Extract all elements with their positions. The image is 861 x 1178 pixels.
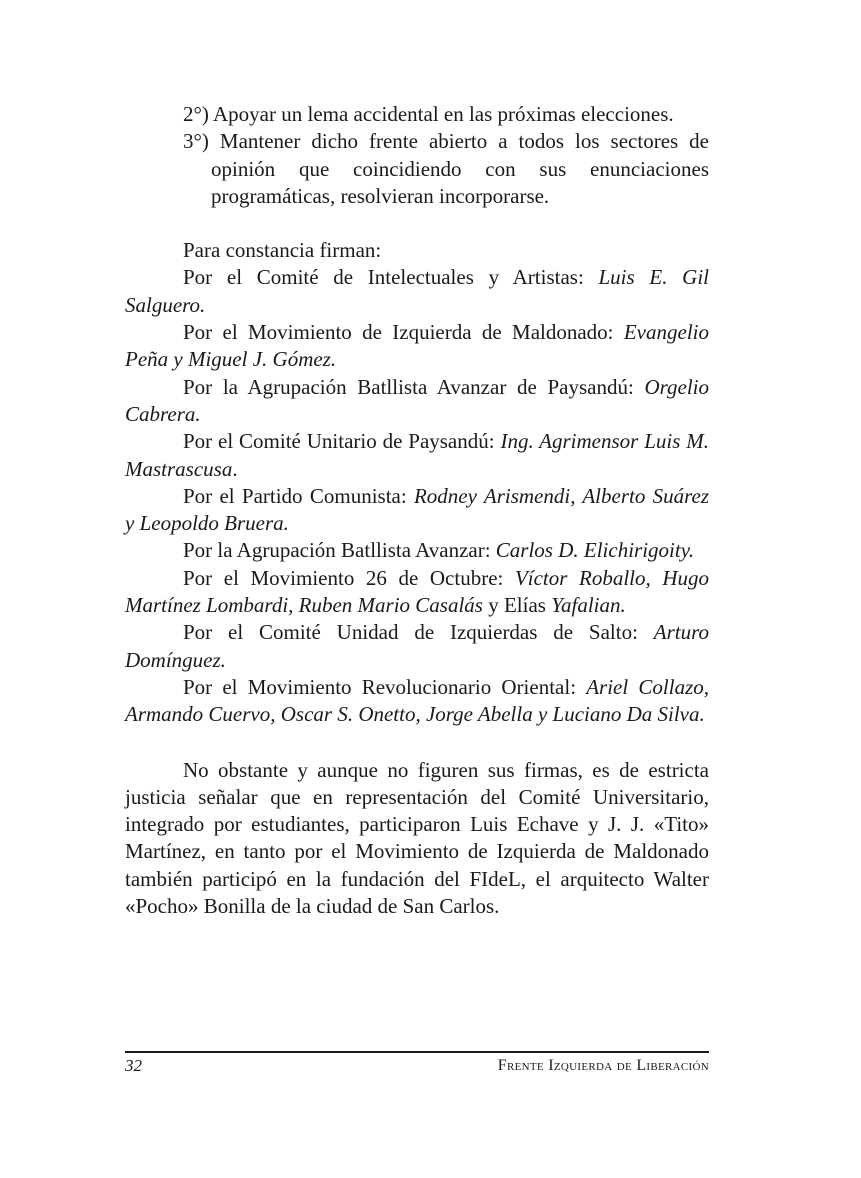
page-number: 32 — [125, 1056, 142, 1075]
footer-rule — [125, 1051, 709, 1053]
list-item: 2°) Apoyar un lema accidental en las próximas elecciones. — [183, 102, 674, 126]
running-head: Frente Izquierda de Liberación — [497, 1057, 709, 1074]
body-text — [125, 101, 709, 920]
signatory-entry: Por el Partido Comunista: Rodney Arismendi, Alberto Suárez y Leopoldo Bruera. — [125, 483, 710, 536]
signatory-entry: Por el Movimiento 26 de Octubre: Víctor Roballo, Hugo Martínez Lombardi, Ruben Mario Casalás y Elías Yafalian. — [125, 565, 709, 618]
signatory-entry: Por el Movimiento Revolucionario Oriental: Ariel Collazo, Armando Cuervo, Oscar S. Onetto, Jorge Abella y Luciano Da Silva. — [125, 674, 709, 727]
signatory-entry: Por el Comité Unidad de Izquierdas de Salto: Arturo Domínguez. — [125, 620, 709, 672]
signatory-entry: Por la Agrupación Batllista Avanzar: Carlos D. Elichirigoity. — [183, 538, 695, 563]
signatory-entry: Por el Movimiento de Izquierda de Maldonado: Evangelio Peña y Miguel J. Gómez. — [125, 320, 709, 372]
signatory-entry: Por el Comité Unitario de Paysandú: Ing. Agrimensor Luis M. Mastrascusa. — [125, 429, 709, 481]
signatory-entry: Por la Agrupación Batllista Avanzar de Paysandú: Orgelio Cabrera. — [125, 374, 709, 426]
closing-paragraph: No obstante y aunque no figuren sus firmas, es de estricta justicia señalar que en representación del Comité Universitario, integrado por estudiantes, participaron Luis Echave y J. J. «Tito» Martínez, en tanto por el Movimiento de Izquierda de Maldonado también participó en la fundación del FIdeL, el arquitecto Walter «Pocho» Bonilla de la ciudad de San Carlos. — [125, 757, 709, 919]
signature-intro: Para constancia firman: — [183, 238, 382, 263]
list-item: 3°) Mantener dicho frente abierto a todos los sectores de opinión que coincidiendo con sus enunciaciones programáticas, resolvieran incorporarse. — [183, 129, 709, 208]
signatory-entry: Por el Comité de Intelectuales y Artistas: Luis E. Gil Salguero. — [125, 265, 709, 317]
